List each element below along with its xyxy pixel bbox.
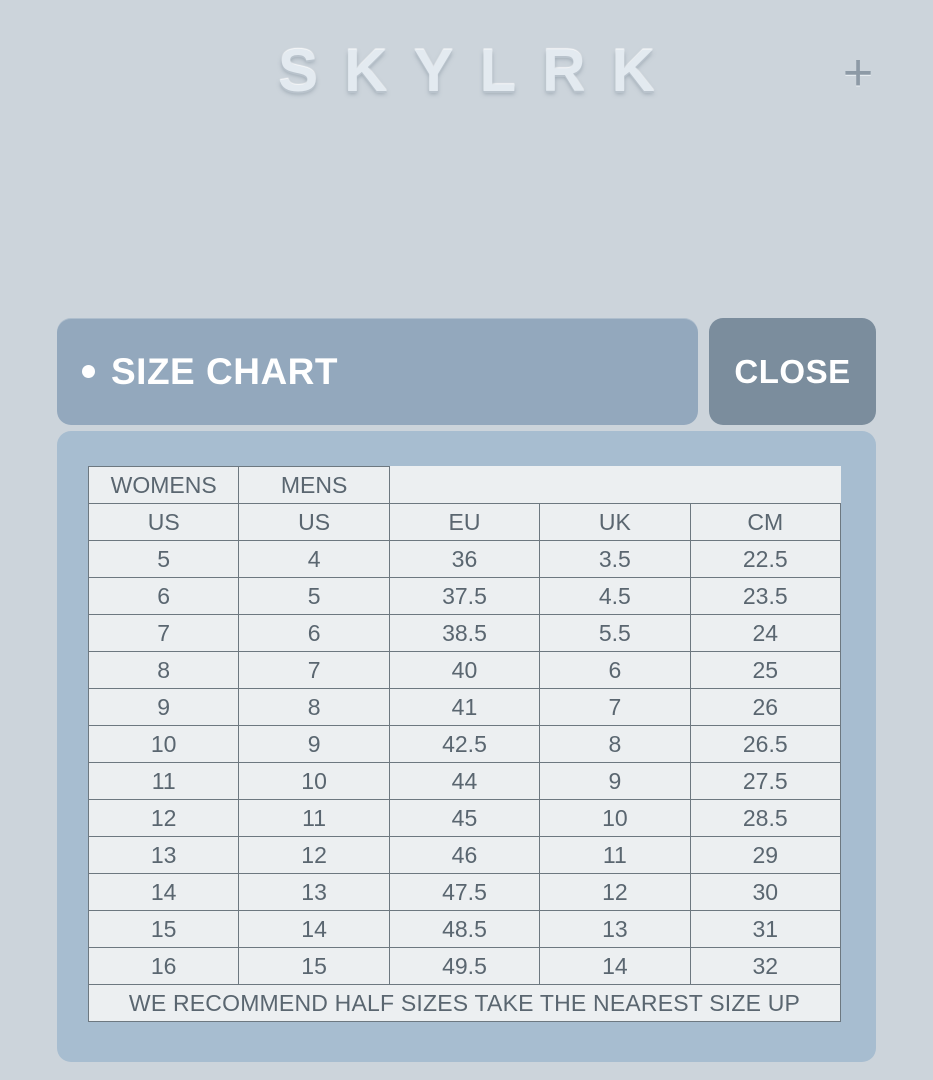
column-header-cm: CM xyxy=(690,504,840,541)
size-recommendation-note: WE RECOMMEND HALF SIZES TAKE THE NEAREST SIZE UP xyxy=(89,985,841,1022)
size-chart-title-bar[interactable] xyxy=(57,318,698,425)
cell-mens-us: 15 xyxy=(239,948,389,985)
cell-uk: 8 xyxy=(540,726,690,763)
cell-eu: 44 xyxy=(389,763,539,800)
column-header-uk: UK xyxy=(540,504,690,541)
cell-womens-us: 14 xyxy=(89,874,239,911)
cell-mens-us: 7 xyxy=(239,652,389,689)
cell-uk: 9 xyxy=(540,763,690,800)
table-row xyxy=(89,689,841,726)
table-row xyxy=(89,652,841,689)
cell-cm: 27.5 xyxy=(690,763,840,800)
cell-uk: 4.5 xyxy=(540,578,690,615)
table-row xyxy=(89,948,841,985)
cell-womens-us: 15 xyxy=(89,911,239,948)
page-title: SIZE CHART xyxy=(111,350,338,392)
table-group-header-row xyxy=(89,467,841,504)
cell-womens-us: 8 xyxy=(89,652,239,689)
close-button[interactable]: CLOSE xyxy=(709,318,876,425)
cell-uk: 7 xyxy=(540,689,690,726)
brand-logo: SKYLRK xyxy=(278,37,681,104)
cell-mens-us: 14 xyxy=(239,911,389,948)
group-header-blank-3 xyxy=(690,467,840,504)
cell-uk: 14 xyxy=(540,948,690,985)
cell-cm: 26.5 xyxy=(690,726,840,763)
cell-eu: 49.5 xyxy=(389,948,539,985)
cell-cm: 23.5 xyxy=(690,578,840,615)
group-header-blank-2 xyxy=(540,467,690,504)
table-row xyxy=(89,726,841,763)
table-row xyxy=(89,874,841,911)
cell-uk: 13 xyxy=(540,911,690,948)
cell-cm: 32 xyxy=(690,948,840,985)
cell-eu: 45 xyxy=(389,800,539,837)
cell-womens-us: 16 xyxy=(89,948,239,985)
cell-mens-us: 10 xyxy=(239,763,389,800)
cell-mens-us: 12 xyxy=(239,837,389,874)
cell-eu: 47.5 xyxy=(389,874,539,911)
column-header-mens-us: US xyxy=(239,504,389,541)
table-row xyxy=(89,578,841,615)
size-chart-panel xyxy=(57,318,876,1062)
cell-mens-us: 11 xyxy=(239,800,389,837)
cell-cm: 22.5 xyxy=(690,541,840,578)
page-header xyxy=(0,0,933,150)
cell-mens-us: 4 xyxy=(239,541,389,578)
table-row xyxy=(89,615,841,652)
cell-eu: 41 xyxy=(389,689,539,726)
cell-womens-us: 13 xyxy=(89,837,239,874)
cell-womens-us: 9 xyxy=(89,689,239,726)
cell-uk: 12 xyxy=(540,874,690,911)
cell-eu: 46 xyxy=(389,837,539,874)
cell-eu: 42.5 xyxy=(389,726,539,763)
cell-cm: 26 xyxy=(690,689,840,726)
table-row xyxy=(89,541,841,578)
cell-womens-us: 11 xyxy=(89,763,239,800)
cell-uk: 10 xyxy=(540,800,690,837)
size-chart-body xyxy=(57,431,876,1062)
table-note-row xyxy=(89,985,841,1022)
group-header-womens: WOMENS xyxy=(89,467,239,504)
cell-cm: 25 xyxy=(690,652,840,689)
size-chart-table xyxy=(88,466,841,1022)
group-header-mens: MENS xyxy=(239,467,389,504)
cell-mens-us: 13 xyxy=(239,874,389,911)
table-row xyxy=(89,763,841,800)
group-header-blank-1 xyxy=(389,467,539,504)
cell-uk: 11 xyxy=(540,837,690,874)
cell-eu: 38.5 xyxy=(389,615,539,652)
cell-womens-us: 5 xyxy=(89,541,239,578)
cell-cm: 31 xyxy=(690,911,840,948)
column-header-eu: EU xyxy=(389,504,539,541)
cell-eu: 37.5 xyxy=(389,578,539,615)
cell-eu: 48.5 xyxy=(389,911,539,948)
cell-mens-us: 8 xyxy=(239,689,389,726)
table-body xyxy=(89,467,841,1022)
cell-uk: 6 xyxy=(540,652,690,689)
table-row xyxy=(89,800,841,837)
cell-cm: 30 xyxy=(690,874,840,911)
cell-womens-us: 10 xyxy=(89,726,239,763)
bullet-icon xyxy=(82,365,95,378)
cell-eu: 36 xyxy=(389,541,539,578)
cell-uk: 3.5 xyxy=(540,541,690,578)
table-row xyxy=(89,837,841,874)
cell-cm: 24 xyxy=(690,615,840,652)
cell-mens-us: 9 xyxy=(239,726,389,763)
plus-icon[interactable]: + xyxy=(842,44,874,102)
table-column-header-row xyxy=(89,504,841,541)
cell-womens-us: 6 xyxy=(89,578,239,615)
cell-mens-us: 6 xyxy=(239,615,389,652)
cell-eu: 40 xyxy=(389,652,539,689)
cell-cm: 28.5 xyxy=(690,800,840,837)
column-header-womens-us: US xyxy=(89,504,239,541)
cell-womens-us: 7 xyxy=(89,615,239,652)
cell-cm: 29 xyxy=(690,837,840,874)
cell-womens-us: 12 xyxy=(89,800,239,837)
table-row xyxy=(89,911,841,948)
cell-uk: 5.5 xyxy=(540,615,690,652)
panel-header-row xyxy=(57,318,876,425)
cell-mens-us: 5 xyxy=(239,578,389,615)
